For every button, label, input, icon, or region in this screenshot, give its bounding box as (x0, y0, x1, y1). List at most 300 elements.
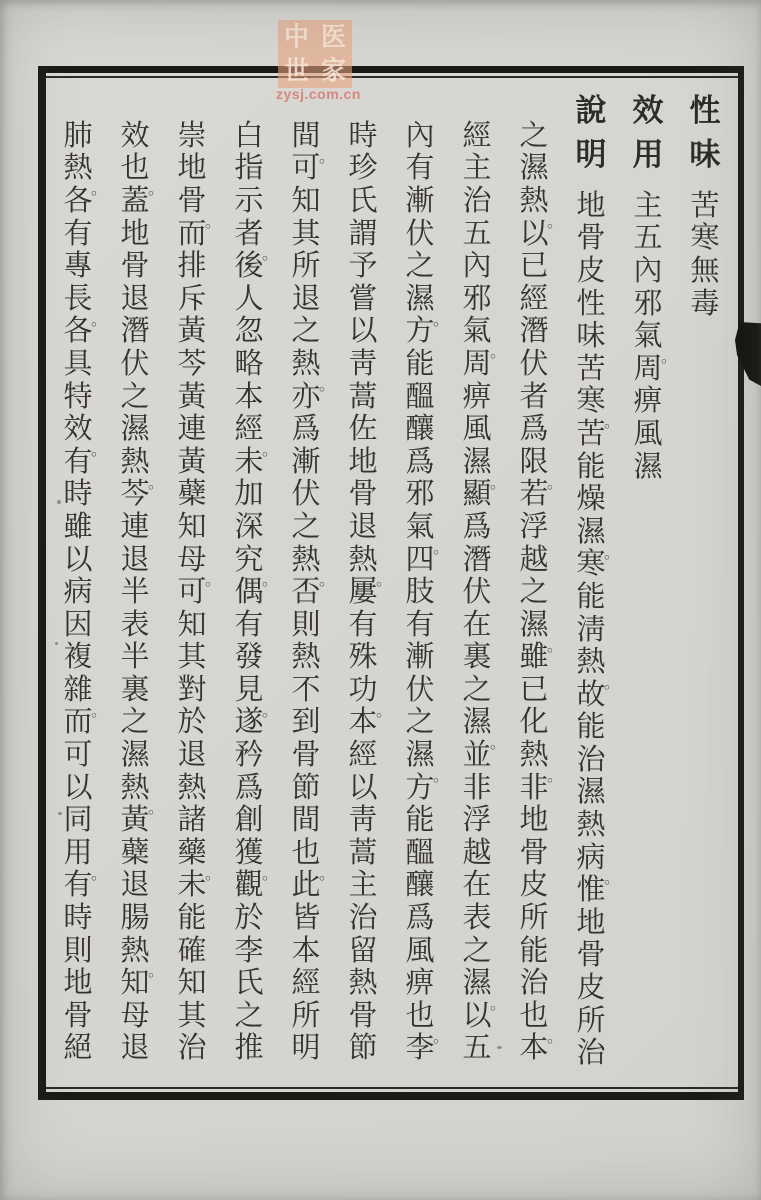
glyph-cell: 爲 (462, 510, 492, 543)
glyph-cell: 知 (177, 608, 207, 641)
glyph-cell: 熱 。 (348, 543, 392, 590)
punctuation-mark: 。 (204, 572, 221, 590)
glyph-cell: 所 (576, 1004, 606, 1037)
glyph-cell: 熱 (291, 641, 321, 674)
glyph-cell: 可 (291, 152, 321, 185)
glyph-cell: 若 (519, 478, 549, 511)
glyph-cell: 越 (519, 543, 549, 576)
glyph-cell: 雜 。 (63, 673, 107, 720)
glyph-cell: 方 (405, 315, 435, 348)
glyph-cell: 專 (63, 250, 93, 283)
column-indent (457, 85, 497, 120)
glyph-cell: 熱 。 (120, 445, 164, 492)
glyph-cell: 能 (519, 934, 549, 967)
glyph-cell: 其 (177, 999, 207, 1032)
glyph-cell: 藥 。 (177, 836, 221, 883)
glyph-cell: 釀 (405, 413, 435, 446)
text-column (58, 85, 107, 1065)
glyph-cell: 伏 (120, 347, 150, 380)
glyph-cell: 黃 (177, 380, 207, 413)
glyph-cell: 有 (63, 217, 93, 250)
watermark-seal (278, 20, 352, 88)
glyph-cell: 邪 (633, 287, 663, 320)
glyph-cell: 遂 (234, 706, 264, 739)
glyph-cell: 濕 (519, 152, 549, 185)
glyph-cell: 靑 (348, 804, 378, 837)
glyph-cell: 後 (234, 250, 264, 283)
glyph-cell: 風 (405, 934, 435, 967)
glyph-cell: 已 (519, 673, 549, 706)
glyph-cell: 知 (291, 184, 321, 217)
glyph-cell: 非 (462, 771, 492, 804)
glyph-cell: 以 (519, 217, 549, 250)
column-indent (628, 173, 668, 190)
text-columns (48, 85, 735, 1085)
glyph-cell: 伏 (405, 217, 435, 250)
punctuation-mark: 。 (90, 865, 107, 883)
glyph-cell: 內 (462, 250, 492, 283)
punctuation-mark: 。 (147, 474, 164, 492)
punctuation-mark: 。 (546, 637, 563, 655)
glyph-cell: 靑 (348, 347, 378, 380)
punctuation-mark: 。 (261, 441, 278, 459)
glyph-cell: 蒿 (348, 380, 378, 413)
glyph-cell: 節 (291, 771, 321, 804)
punctuation-mark: 。 (318, 865, 335, 883)
glyph-cell: 內 (405, 119, 435, 152)
glyph-cell: 同 (63, 804, 93, 837)
glyph-cell: 熱 。 (291, 543, 335, 590)
glyph-cell: 有 (234, 608, 264, 641)
column-indent (172, 85, 212, 120)
glyph-cell: 則 (63, 934, 93, 967)
glyph-cell: 否 (291, 576, 321, 609)
glyph-cell: 治 (348, 902, 378, 935)
glyph-cell: 地 (63, 967, 93, 1000)
glyph-cell: 斥 (177, 282, 207, 315)
glyph-cell: 地 (576, 189, 606, 222)
glyph-cell: 知 (177, 967, 207, 1000)
glyph-cell: 退 (291, 282, 321, 315)
glyph-cell: 見 。 (234, 673, 278, 720)
glyph-cell: 骨 (576, 222, 606, 255)
glyph-cell: 熱 (348, 967, 378, 1000)
glyph-cell: 痹 (462, 380, 492, 413)
glyph-cell: 味 (576, 320, 606, 353)
glyph-cell: 皮 (576, 254, 606, 287)
glyph-cell: 之 (462, 934, 492, 967)
glyph-cell: 退 (120, 282, 150, 315)
glyph-cell: 示 (234, 184, 264, 217)
glyph-cell: 諸 (177, 804, 207, 837)
column-indent (685, 173, 725, 190)
glyph-cell: 經 。 (234, 413, 278, 459)
punctuation-mark: 。 (90, 311, 107, 329)
text-column (400, 85, 449, 1065)
text-column (343, 85, 392, 1065)
glyph-cell: 以 (462, 999, 492, 1032)
glyph-cell: 以 (63, 543, 93, 576)
glyph-cell: 者 (519, 380, 549, 413)
glyph-cell: 雖 (63, 510, 93, 543)
glyph-cell: 而 (177, 217, 207, 250)
glyph-cell: 退 (120, 543, 150, 576)
glyph-cell: 地 (576, 906, 606, 939)
glyph-cell: 者 。 (234, 217, 278, 264)
glyph-cell: 時 (348, 119, 378, 152)
glyph-cell: 未 (234, 445, 264, 478)
glyph-cell: 非 (519, 771, 549, 804)
glyph-cell: 不 (291, 673, 321, 706)
glyph-cell: 能 (177, 902, 207, 935)
glyph-cell: 骨 (348, 999, 378, 1032)
glyph-cell: 漸 (405, 184, 435, 217)
glyph-cell: 五 (633, 222, 663, 255)
glyph-cell: 釀 (405, 869, 435, 902)
punctuation-mark: 。 (603, 674, 620, 692)
text-column (229, 85, 278, 1065)
punctuation-mark: 。 (375, 702, 392, 720)
glyph-cell: 骨 (291, 739, 321, 772)
glyph-cell: 偶 (234, 576, 264, 609)
glyph-cell: 熱 。 (291, 347, 335, 394)
seal-character: 家 (320, 56, 346, 86)
glyph-cell: 苦 (576, 417, 606, 450)
glyph-cell: 熱 。 (519, 184, 563, 231)
glyph-cell: 苦 (576, 352, 606, 385)
glyph-cell: 特 (63, 380, 93, 413)
glyph-cell: 越 (462, 836, 492, 869)
glyph-cell: 周 (462, 347, 492, 380)
glyph-cell: 其 (291, 217, 321, 250)
glyph-cell: 爲 (405, 902, 435, 935)
glyph-cell: 母 (120, 999, 150, 1032)
glyph-cell: 氏 (348, 184, 378, 217)
punctuation-mark: 。 (261, 702, 278, 720)
glyph-cell: 能 (405, 804, 435, 837)
glyph-cell: 此 (291, 869, 321, 902)
seal-character: 中 (283, 22, 309, 52)
glyph-cell: 之 (462, 673, 492, 706)
glyph-cell: 芩 (177, 347, 207, 380)
glyph-cell: 肺 (63, 119, 93, 152)
glyph-cell: 經 (519, 282, 549, 315)
glyph-cell: 毒 (690, 287, 720, 320)
glyph-cell: 骨 (120, 250, 150, 283)
punctuation-mark: 。 (261, 865, 278, 883)
glyph-cell: 伏 (405, 673, 435, 706)
glyph-cell: 濕 。 (519, 608, 563, 655)
glyph-cell: 黃 (177, 445, 207, 478)
glyph-cell: 腸 (120, 902, 150, 935)
glyph-cell: 故 (576, 678, 606, 711)
glyph-cell: 骨 (348, 478, 378, 511)
glyph-cell: 寒 (576, 548, 606, 581)
glyph-cell: 也 。 (291, 836, 335, 883)
glyph-cell: 退 (348, 510, 378, 543)
glyph-cell: 淸 (576, 613, 606, 646)
glyph-cell: 也 。 (405, 999, 449, 1046)
glyph-cell: 治 (519, 967, 549, 1000)
section-label-glyph: 效 (632, 92, 664, 128)
glyph-cell: 李 (234, 934, 264, 967)
glyph-cell: 漸 (405, 641, 435, 674)
glyph-cell: 屢 (348, 576, 378, 609)
glyph-cell: 經 (348, 739, 378, 772)
punctuation-mark: 。 (261, 246, 278, 264)
punctuation-mark: 。 (90, 441, 107, 459)
text-column (457, 85, 506, 1065)
glyph-cell: 惟 (576, 874, 606, 907)
glyph-cell: 經 (462, 119, 492, 152)
glyph-cell: 之 (291, 510, 321, 543)
glyph-cell: 予 (348, 250, 378, 283)
glyph-cell: 知 (120, 967, 150, 1000)
glyph-cell: 骨 (576, 939, 606, 972)
column-indent (400, 85, 440, 120)
glyph-cell: 深 (234, 510, 264, 543)
glyph-cell: 邪 (405, 478, 435, 511)
glyph-cell: 蘗 (120, 836, 150, 869)
glyph-cell: 限 。 (519, 445, 563, 492)
glyph-cell: 骨 (519, 836, 549, 869)
section-label-glyph: 明 (575, 136, 607, 172)
punctuation-mark: 。 (204, 865, 221, 883)
glyph-cell: 以 (348, 315, 378, 348)
glyph-cell: 於 (234, 902, 264, 935)
glyph-cell: 爲 (405, 445, 435, 478)
glyph-cell: 蒿 (348, 836, 378, 869)
glyph-cell: 本 (234, 380, 264, 413)
glyph-cell: 所 (291, 999, 321, 1032)
glyph-cell: 濕 。 (462, 445, 506, 492)
glyph-cell: 雖 (519, 641, 549, 674)
punctuation-mark: 。 (489, 344, 506, 362)
glyph-cell: 之 (120, 706, 150, 739)
glyph-cell: 謂 (348, 217, 378, 250)
punctuation-mark: 。 (318, 148, 335, 166)
glyph-cell: 經 (291, 967, 321, 1000)
punctuation-mark: 。 (147, 800, 164, 818)
punctuation-mark: 。 (318, 572, 335, 590)
glyph-cell: 崇 (177, 119, 207, 152)
punctuation-mark: 。 (261, 572, 278, 590)
glyph-cell: 芩 (120, 478, 150, 511)
glyph-cell: 其 (177, 641, 207, 674)
glyph-cell: 節 (348, 1032, 378, 1065)
glyph-cell: 骨 (63, 999, 93, 1032)
glyph-cell: 究 。 (234, 543, 278, 590)
glyph-cell: 間 (291, 804, 321, 837)
glyph-cell: 有 (405, 152, 435, 185)
glyph-cell: 已 (519, 250, 549, 283)
glyph-cell: 之 (519, 119, 549, 152)
glyph-cell: 連 (177, 413, 207, 446)
glyph-cell: 忽 (234, 315, 264, 348)
text-column (514, 85, 563, 1065)
glyph-cell: 指 (234, 152, 264, 185)
seal-character: 医 (320, 22, 346, 52)
glyph-cell: 殊 (348, 641, 378, 674)
glyph-cell: 氏 (234, 967, 264, 1000)
glyph-cell: 功 。 (348, 673, 392, 720)
glyph-cell: 地 (177, 152, 207, 185)
glyph-cell: 推 (234, 1032, 264, 1065)
glyph-cell: 治 (576, 1037, 606, 1070)
text-column (685, 85, 725, 320)
glyph-cell: 獲 。 (234, 836, 278, 883)
glyph-cell: 治 (177, 1032, 207, 1065)
section-label-glyph: 用 (632, 136, 664, 172)
glyph-cell: 之 (519, 576, 549, 609)
column-indent (58, 85, 98, 120)
glyph-cell: 各 (63, 184, 93, 217)
glyph-cell: 濕 (120, 413, 150, 446)
glyph-cell: 邪 (462, 282, 492, 315)
glyph-cell: 用 。 (63, 836, 107, 883)
glyph-cell: 性 (576, 287, 606, 320)
punctuation-mark: 。 (204, 213, 221, 231)
glyph-cell: 伏 (291, 478, 321, 511)
watermark-url-text: zysj.com.cn (276, 86, 361, 102)
glyph-cell: 痹 (405, 967, 435, 1000)
glyph-cell: 所 (519, 902, 549, 935)
punctuation-mark: 。 (147, 963, 164, 981)
glyph-cell: 有 (63, 869, 93, 902)
glyph-cell: 加 (234, 478, 264, 511)
glyph-cell: 表 (462, 902, 492, 935)
punctuation-mark: 。 (546, 213, 563, 231)
punctuation-mark: 。 (147, 181, 164, 199)
glyph-cell: 濕 。 (405, 739, 449, 785)
glyph-cell: 人 (234, 282, 264, 315)
glyph-cell: 肢 (405, 576, 435, 609)
punctuation-mark: 。 (546, 1028, 563, 1046)
punctuation-mark: 。 (660, 348, 677, 366)
glyph-cell: 濕 (633, 450, 663, 483)
glyph-cell: 能 (405, 347, 435, 380)
glyph-cell: 苦 (690, 189, 720, 222)
glyph-cell: 對 (177, 673, 207, 706)
section-label-glyph: 味 (689, 136, 721, 172)
glyph-cell: 則 (291, 608, 321, 641)
glyph-cell: 表 (120, 608, 150, 641)
glyph-cell: 潛 (519, 315, 549, 348)
glyph-cell: 因 (63, 608, 93, 641)
glyph-cell: 之 (405, 706, 435, 739)
glyph-cell: 白 (234, 119, 264, 152)
glyph-cell: 風 (633, 417, 663, 450)
glyph-cell: 各 (63, 315, 93, 348)
glyph-cell: 裏 (462, 641, 492, 674)
glyph-cell: 熱 。 (120, 771, 164, 818)
glyph-cell: 治 (462, 184, 492, 217)
glyph-cell: 未 (177, 869, 207, 902)
glyph-cell: 以 (63, 771, 93, 804)
column-indent (115, 85, 155, 120)
glyph-cell: 顯 (462, 478, 492, 511)
glyph-cell: 時 (63, 478, 93, 511)
glyph-cell: 醞 (405, 380, 435, 413)
glyph-cell: 之 (234, 999, 264, 1032)
text-column (115, 85, 164, 1065)
glyph-cell: 熱 。 (519, 739, 563, 785)
glyph-cell: 周 (633, 352, 663, 385)
glyph-cell: 漸 (291, 445, 321, 478)
glyph-cell: 氣 。 (633, 320, 677, 366)
glyph-cell: 確 (177, 934, 207, 967)
glyph-cell: 潛 (462, 543, 492, 576)
glyph-cell: 方 (405, 771, 435, 804)
glyph-cell: 伏 (462, 576, 492, 609)
glyph-cell: 熱 (576, 809, 606, 842)
glyph-cell: 五 (462, 217, 492, 250)
glyph-cell: 佐 (348, 413, 378, 446)
glyph-cell: 地 (120, 217, 150, 250)
glyph-cell: 母 。 (177, 543, 221, 590)
glyph-cell: 在 (462, 869, 492, 902)
glyph-cell: 潛 (120, 315, 150, 348)
text-column (571, 85, 620, 1070)
punctuation-mark: 。 (603, 544, 620, 562)
punctuation-mark: 。 (375, 572, 392, 590)
glyph-cell: 發 (234, 641, 264, 674)
punctuation-mark: 。 (546, 767, 563, 785)
glyph-cell: 矜 (234, 739, 264, 772)
glyph-cell: 在 (462, 608, 492, 641)
punctuation-mark: 。 (432, 767, 449, 785)
glyph-cell: 爲 (519, 413, 549, 446)
glyph-cell: 有 (63, 445, 93, 478)
glyph-cell: 皮 (576, 972, 606, 1005)
glyph-cell: 珍 (348, 152, 378, 185)
glyph-cell: 濕 。 (405, 282, 449, 329)
column-indent (571, 173, 611, 190)
punctuation-mark: 。 (489, 474, 506, 492)
glyph-cell: 濕 。 (462, 706, 506, 753)
punctuation-mark: 。 (90, 181, 107, 199)
glyph-cell: 嘗 (348, 282, 378, 315)
glyph-cell: 略 (234, 347, 264, 380)
glyph-cell: 無 (690, 254, 720, 287)
glyph-cell: 明 (291, 1032, 321, 1065)
glyph-cell: 所 (291, 250, 321, 283)
glyph-cell: 濕 (120, 739, 150, 772)
glyph-cell: 內 (633, 254, 663, 287)
glyph-cell: 之 (291, 315, 321, 348)
glyph-cell: 皆 (291, 902, 321, 935)
glyph-cell: 爲 (291, 413, 321, 446)
glyph-cell: 風 (462, 413, 492, 446)
glyph-cell: 退 (120, 869, 150, 902)
glyph-cell: 連 (120, 510, 150, 543)
glyph-cell: 地 (348, 445, 378, 478)
glyph-cell: 間 。 (291, 119, 335, 166)
glyph-cell: 本 (348, 706, 378, 739)
glyph-cell: 能 (576, 711, 606, 744)
glyph-cell: 痹 (633, 385, 663, 418)
glyph-cell: 熱 (177, 771, 207, 804)
punctuation-mark: 。 (603, 414, 620, 432)
punctuation-mark: 。 (432, 539, 449, 557)
punctuation-mark: 。 (432, 1028, 449, 1046)
glyph-cell: 濕 。 (576, 515, 620, 562)
glyph-cell: 皮 (519, 869, 549, 902)
glyph-cell: 燥 (576, 483, 606, 516)
glyph-cell: 也 。 (120, 152, 164, 199)
glyph-cell: 具 (63, 347, 93, 380)
glyph-cell: 寒 (690, 222, 720, 255)
